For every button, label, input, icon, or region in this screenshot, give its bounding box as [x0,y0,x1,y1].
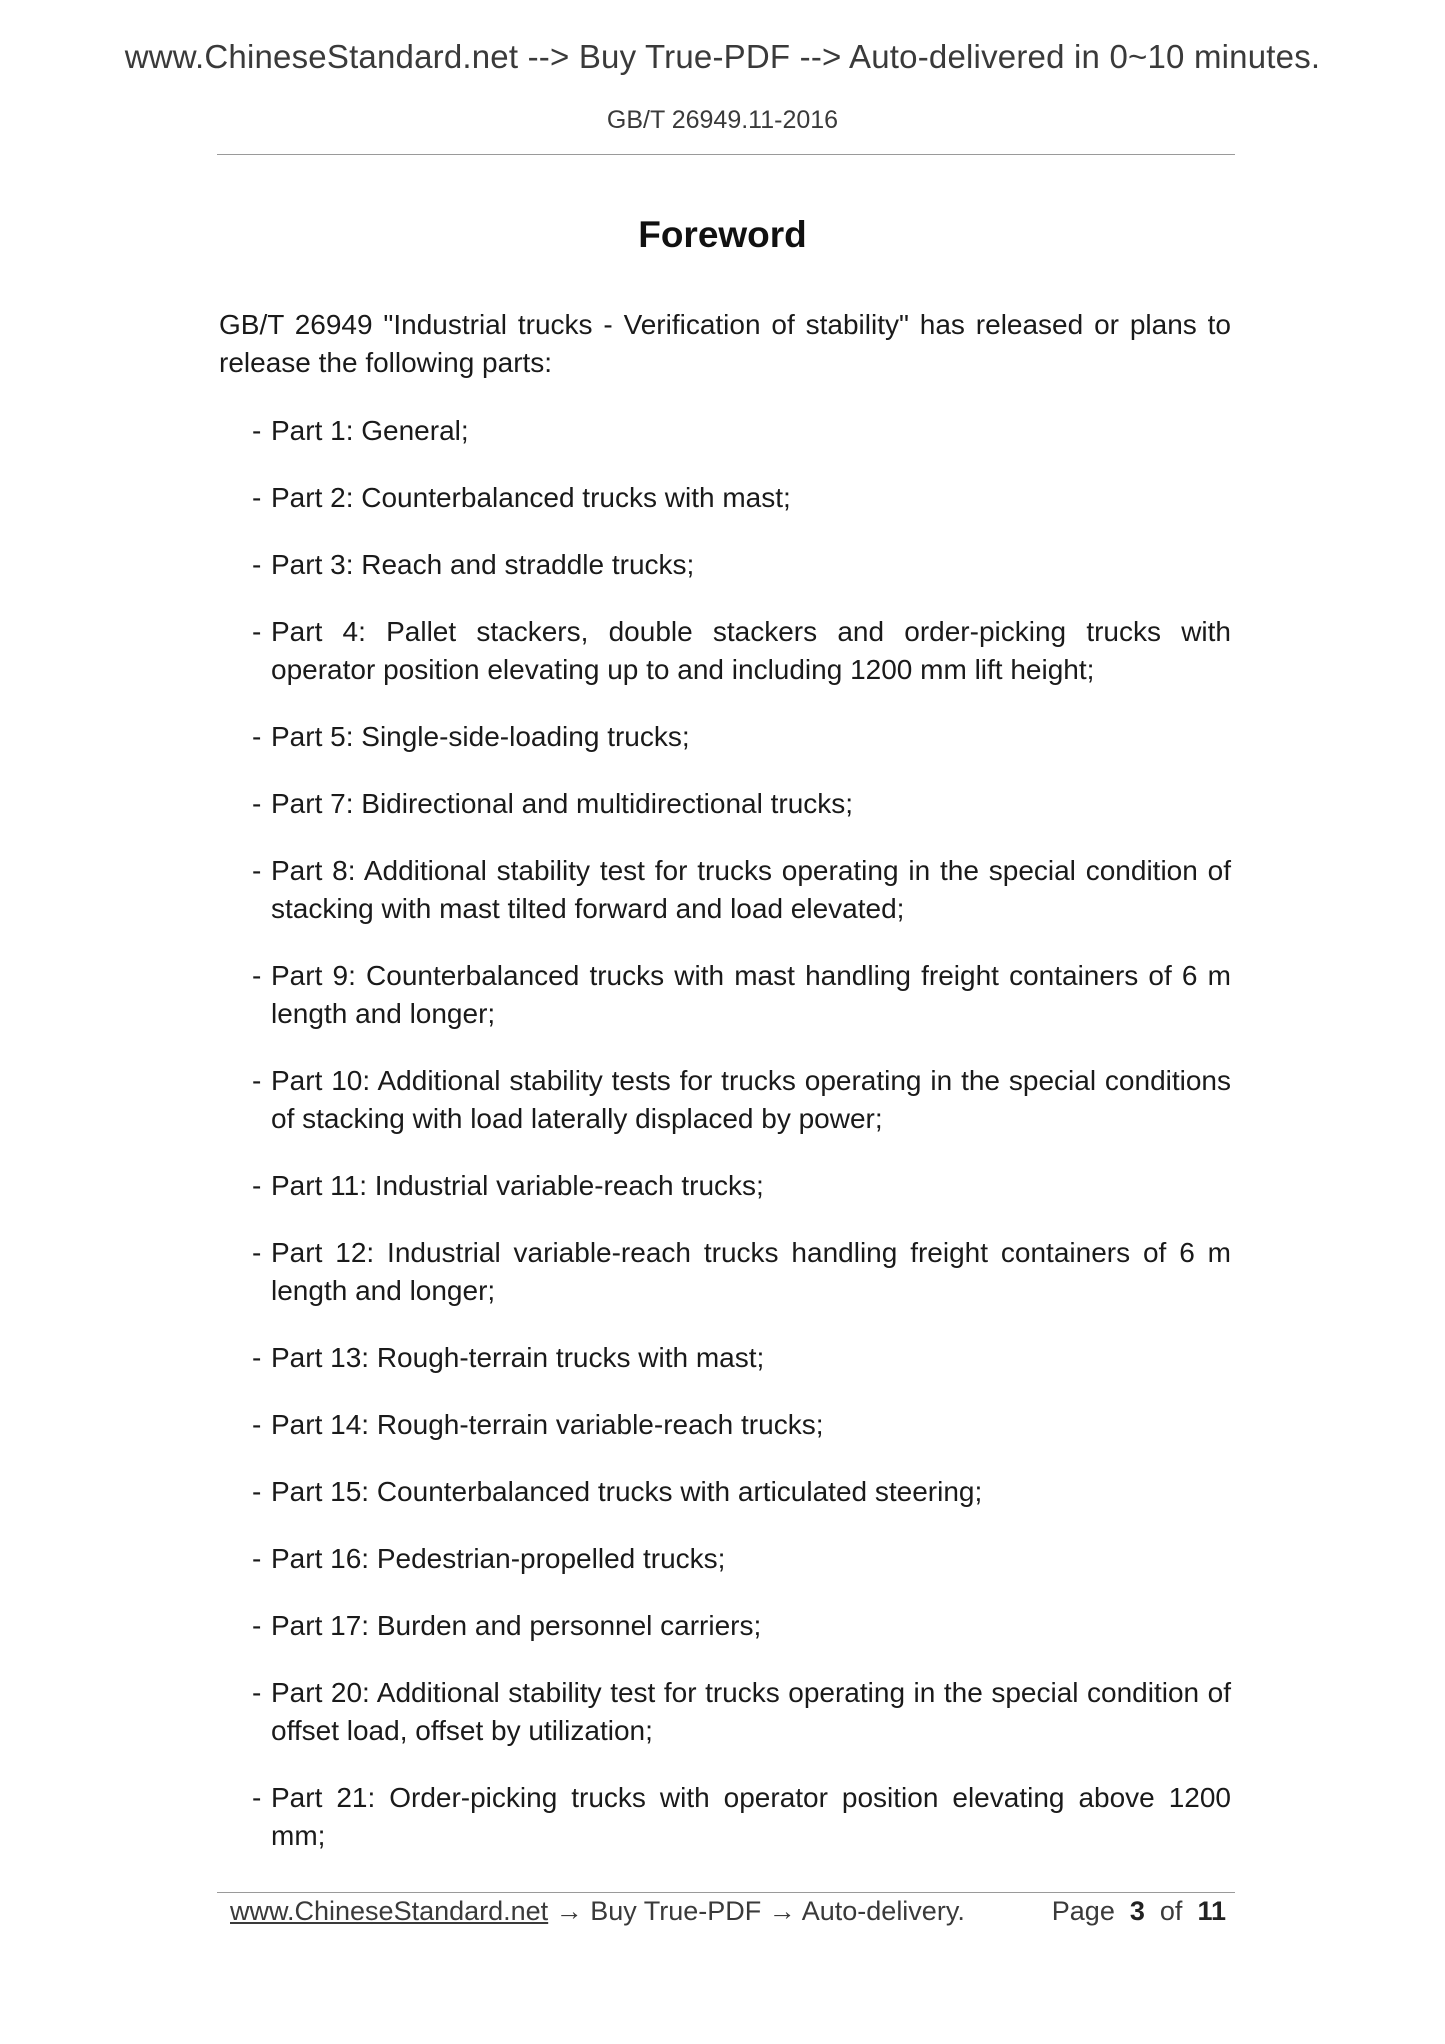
part-text: Part 1: General; [271,415,469,446]
footer-left [230,1896,965,1927]
list-dash: - [252,1782,262,1813]
part-text: Part 5: Single-side-loading trucks; [271,721,690,752]
page-counter [1052,1896,1226,1927]
part-text: Part 14: Rough-terrain variable-reach trucks; [271,1409,824,1440]
list-dash: - [252,1342,262,1373]
page-total: 11 [1197,1896,1226,1926]
list-item [219,613,1231,689]
list-item [219,479,1231,517]
top-banner: www.ChineseStandard.net --> Buy True-PDF --> Auto-delivered in 0~10 minutes. [124,38,1321,75]
header-divider [217,154,1235,155]
list-dash: - [252,616,262,647]
list-item [219,1779,1231,1855]
part-text: Part 12: Industrial variable-reach trucks handling freight containers of 6 m length and longer; [271,1237,1231,1306]
list-item [219,718,1231,756]
page-title: Foreword [638,214,807,255]
list-item [219,1406,1231,1444]
list-item [219,1540,1231,1578]
list-item [219,957,1231,1033]
footer-divider [217,1892,1235,1893]
list-dash: - [252,1543,262,1574]
list-dash: - [252,1065,262,1096]
list-item [219,412,1231,450]
part-text: Part 15: Counterbalanced trucks with articulated steering; [271,1476,983,1507]
list-dash: - [252,960,262,991]
list-dash: - [252,482,262,513]
part-text: Part 10: Additional stability tests for trucks operating in the special conditions of stacking with load laterally displaced by power; [271,1065,1231,1134]
document-code: GB/T 26949.11-2016 [606,106,839,134]
part-text: Part 3: Reach and straddle trucks; [271,549,695,580]
part-text: Part 13: Rough-terrain trucks with mast; [271,1342,765,1373]
part-text: Part 7: Bidirectional and multidirectional trucks; [271,788,854,819]
part-text: Part 9: Counterbalanced trucks with mast handling freight containers of 6 m length and longer; [271,960,1231,1029]
list-dash: - [252,549,262,580]
intro-paragraph: GB/T 26949 "Industrial trucks - Verification of stability" has released or plans to release the following parts: [219,309,1231,378]
page-current: 3 [1129,1896,1145,1926]
part-text: Part 11: Industrial variable-reach trucks; [271,1170,764,1201]
page-footer [230,1896,1230,1936]
list-item [219,1339,1231,1377]
part-text: Part 8: Additional stability test for trucks operating in the special condition of stacking with mast tilted forward and load elevated; [271,855,1231,924]
list-dash: - [252,1237,262,1268]
list-item [219,546,1231,584]
list-item [219,1234,1231,1310]
document-body [219,306,1231,1884]
page-label: Page [1051,1896,1115,1926]
list-dash: - [252,1170,262,1201]
list-dash: - [252,721,262,752]
part-text: Part 2: Counterbalanced trucks with mast; [271,482,791,513]
part-text: Part 17: Burden and personnel carriers; [271,1610,762,1641]
list-item [219,785,1231,823]
part-text: Part 21: Order-picking trucks with operator position elevating above 1200 mm; [271,1782,1231,1851]
list-item [219,1674,1231,1750]
list-dash: - [252,1476,262,1507]
list-dash: - [252,1409,262,1440]
list-dash: - [252,1610,262,1641]
list-dash: - [252,415,262,446]
of-label: of [1159,1896,1183,1926]
list-item [219,1607,1231,1645]
part-text: Part 20: Additional stability test for trucks operating in the special condition of offset load, offset by utilization; [271,1677,1231,1746]
footer-website-link[interactable]: www.ChineseStandard.net [230,1896,549,1926]
footer-delivery-text: → Buy True-PDF → Auto-delivery. [548,1896,965,1926]
part-text: Part 16: Pedestrian-propelled trucks; [271,1543,726,1574]
list-item [219,1062,1231,1138]
parts-list [219,412,1231,1855]
list-item [219,1473,1231,1511]
list-item [219,1167,1231,1205]
list-dash: - [252,855,262,886]
list-dash: - [252,1677,262,1708]
part-text: Part 4: Pallet stackers, double stackers and order-picking trucks with operator position elevating up to and including 1200 mm lift height; [271,616,1231,685]
list-item [219,852,1231,928]
list-dash: - [252,788,262,819]
